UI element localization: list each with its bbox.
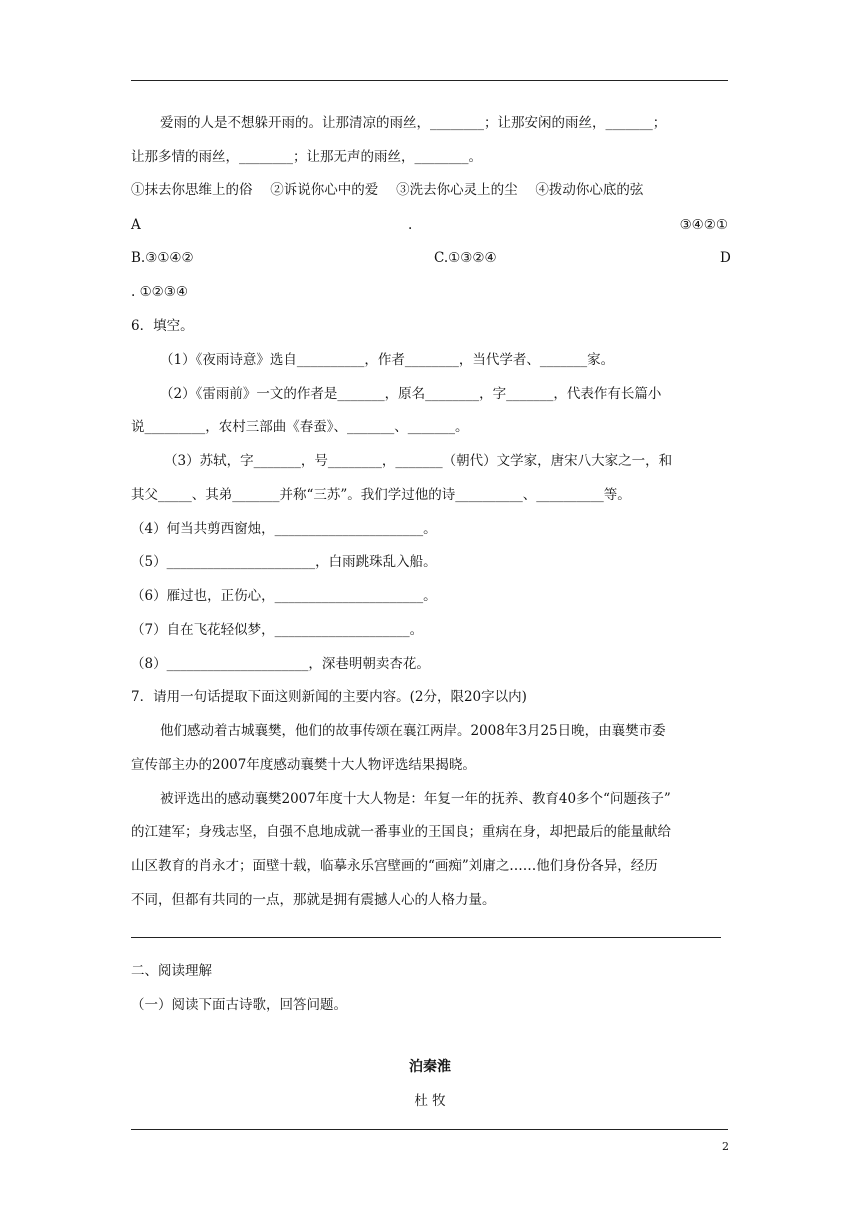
answer-line [131, 937, 721, 938]
header-rule [131, 80, 728, 81]
section2-subheading: （一）阅读下面古诗歌，回答问题。 [131, 997, 347, 1013]
q7-para2-line1: 被评选出的感动襄樊2007年度十大人物是：年复一年的抚养、教育40多个“问题孩子” [160, 791, 671, 807]
q5-choice-c: C.①③②④ [434, 250, 497, 266]
choice-a-dot: . [408, 217, 413, 233]
q5-line1: 爱雨的人是不想躲开雨的。让那清凉的雨丝，________；让那安闲的雨丝，_______； [160, 115, 667, 131]
poem-author: 杜 牧 [414, 1093, 446, 1109]
q7-para1-line2: 宣传部主办的2007年度感动襄樊十大人物评选结果揭晓。 [131, 757, 476, 773]
q6-item3-line1: （3）苏轼，字_______，号________，_______（朝代）文学家，唐宋八大家之一，和 [164, 453, 673, 469]
q6-item2-line1: （2）《雷雨前》一文的作者是_______，原名________，字_______，代表作有长篇小 [160, 386, 662, 402]
choice-a-value: ③④②① [679, 217, 728, 233]
section2-heading: 二、阅读理解 [131, 963, 212, 979]
q7-para2-line3: 山区教育的肖永才；面壁十载，临摹永乐宫壁画的“画痴”刘庸之……他们身份各异，经历 [131, 858, 658, 874]
q7-para2-line2: 的江建军；身残志坚，自强不息地成就一番事业的王国良；重病在身，却把最后的能量献给 [131, 824, 671, 840]
q5-line2: 让那多情的雨丝，________；让那无声的雨丝，________。 [131, 149, 482, 165]
q7-title: 7．请用一句话提取下面这则新闻的主要内容。(2分，限20字以内) [131, 689, 527, 705]
q5-options: ①抹去你思维上的俗 ②诉说你心中的爱 ③洗去你心灵上的尘 ④拨动你心底的弦 [131, 182, 644, 198]
q7-para1-line1: 他们感动着古城襄樊，他们的故事传颂在襄江两岸。2008年3月25日晚，由襄樊市委 [160, 723, 666, 739]
q5-choice-d-value: . ①②③④ [131, 284, 188, 300]
q6-item3-line2: 其父_____、其弟_______并称“三苏”。我们学过他的诗__________、__________等。 [131, 487, 631, 503]
q6-item6: （6）雁过也，正伤心，______________________。 [131, 588, 437, 604]
q5-choice-a-row [131, 216, 728, 234]
q6-item7: （7）自在飞花轻似梦，____________________。 [131, 622, 424, 638]
q6-item1: （1）《夜雨诗意》选自__________，作者________，当代学者、_______家。 [160, 352, 615, 368]
q5-choice-d-label: D [720, 250, 731, 266]
page-number: 2 [722, 1140, 729, 1153]
choice-a-label: A [131, 217, 141, 233]
q7-para2-line4: 不同，但都有共同的一点，那就是拥有震撼人心的人格力量。 [131, 892, 496, 908]
q6-item4: （4）何当共剪西窗烛，______________________。 [131, 521, 437, 537]
q6-item8: （8）_____________________，深巷明朝卖杏花。 [131, 656, 430, 672]
q6-title: 6．填空。 [131, 318, 194, 334]
q5-choice-b: B.③①④② [131, 250, 194, 266]
poem-title: 泊秦淮 [409, 1059, 451, 1075]
footer-rule [131, 1129, 728, 1130]
q6-item2-line2: 说_________，农村三部曲《春蚕》、_______、_______。 [131, 419, 469, 435]
q6-item5: （5）______________________，白雨跳珠乱入船。 [131, 554, 437, 570]
